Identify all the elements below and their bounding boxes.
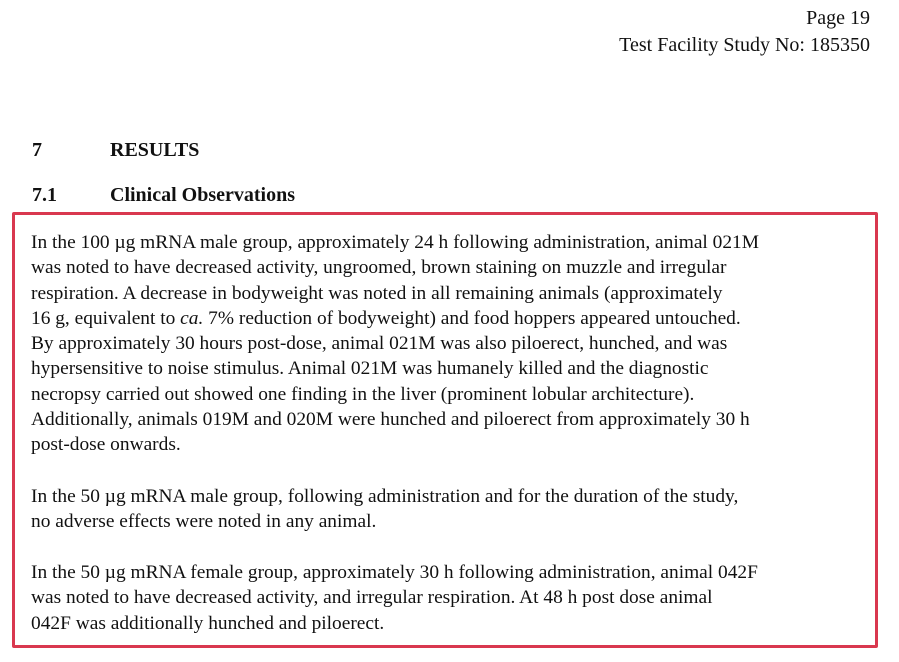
text-line: In the 50 µg mRNA female group, approximately 30 h following administration, animal 042F [31, 562, 758, 583]
italic-abbreviation: ca. [180, 307, 204, 329]
text-line: hypersensitive to noise stimulus. Animal 021M was humanely killed and the diagnostic [31, 358, 709, 380]
paragraph-male-50ug [31, 484, 871, 535]
text-line: was noted to have decreased activity, and irregular respiration. At 48 h post dose animal [31, 587, 713, 609]
text-line: In the 100 µg mRNA male group, approximately 24 h following administration, animal 021M [31, 232, 759, 253]
section-title: RESULTS [110, 139, 200, 161]
text-line: Additionally, animals 019M and 020M were hunched and piloerect from approximately 30 h [31, 409, 750, 431]
text-line: was noted to have decreased activity, ungroomed, brown staining on muzzle and irregular [31, 257, 727, 279]
text-line: By approximately 30 hours post-dose, animal 021M was also piloerect, hunched, and was [31, 333, 728, 355]
text-segment: 7% reduction of bodyweight) and food hoppers appeared untouched. [203, 307, 741, 329]
subsection-heading [32, 183, 295, 207]
text-line: necropsy carried out showed one finding in the liver (prominent lobular architecture). [31, 383, 695, 405]
text-segment: 16 g, equivalent to [31, 307, 181, 329]
page-number: Page 19 [806, 7, 870, 29]
paragraph-female-50ug [31, 560, 871, 636]
paragraph-male-100ug [31, 230, 871, 458]
text-line: In the 50 µg mRNA male group, following administration and for the duration of the study, [31, 486, 739, 507]
page-header [619, 5, 870, 59]
section-heading [32, 138, 199, 162]
text-line [31, 306, 871, 331]
text-line: 042F was additionally hunched and piloerect. [31, 612, 385, 634]
section-number: 7 [32, 139, 42, 161]
text-line: respiration. A decrease in bodyweight was noted in all remaining animals (approximately [31, 282, 723, 304]
subsection-title: Clinical Observations [110, 184, 296, 206]
subsection-number: 7.1 [32, 184, 57, 206]
text-line: post-dose onwards. [31, 434, 181, 456]
text-line: no adverse effects were noted in any animal. [31, 511, 377, 533]
study-number: Test Facility Study No: 185350 [619, 34, 870, 56]
